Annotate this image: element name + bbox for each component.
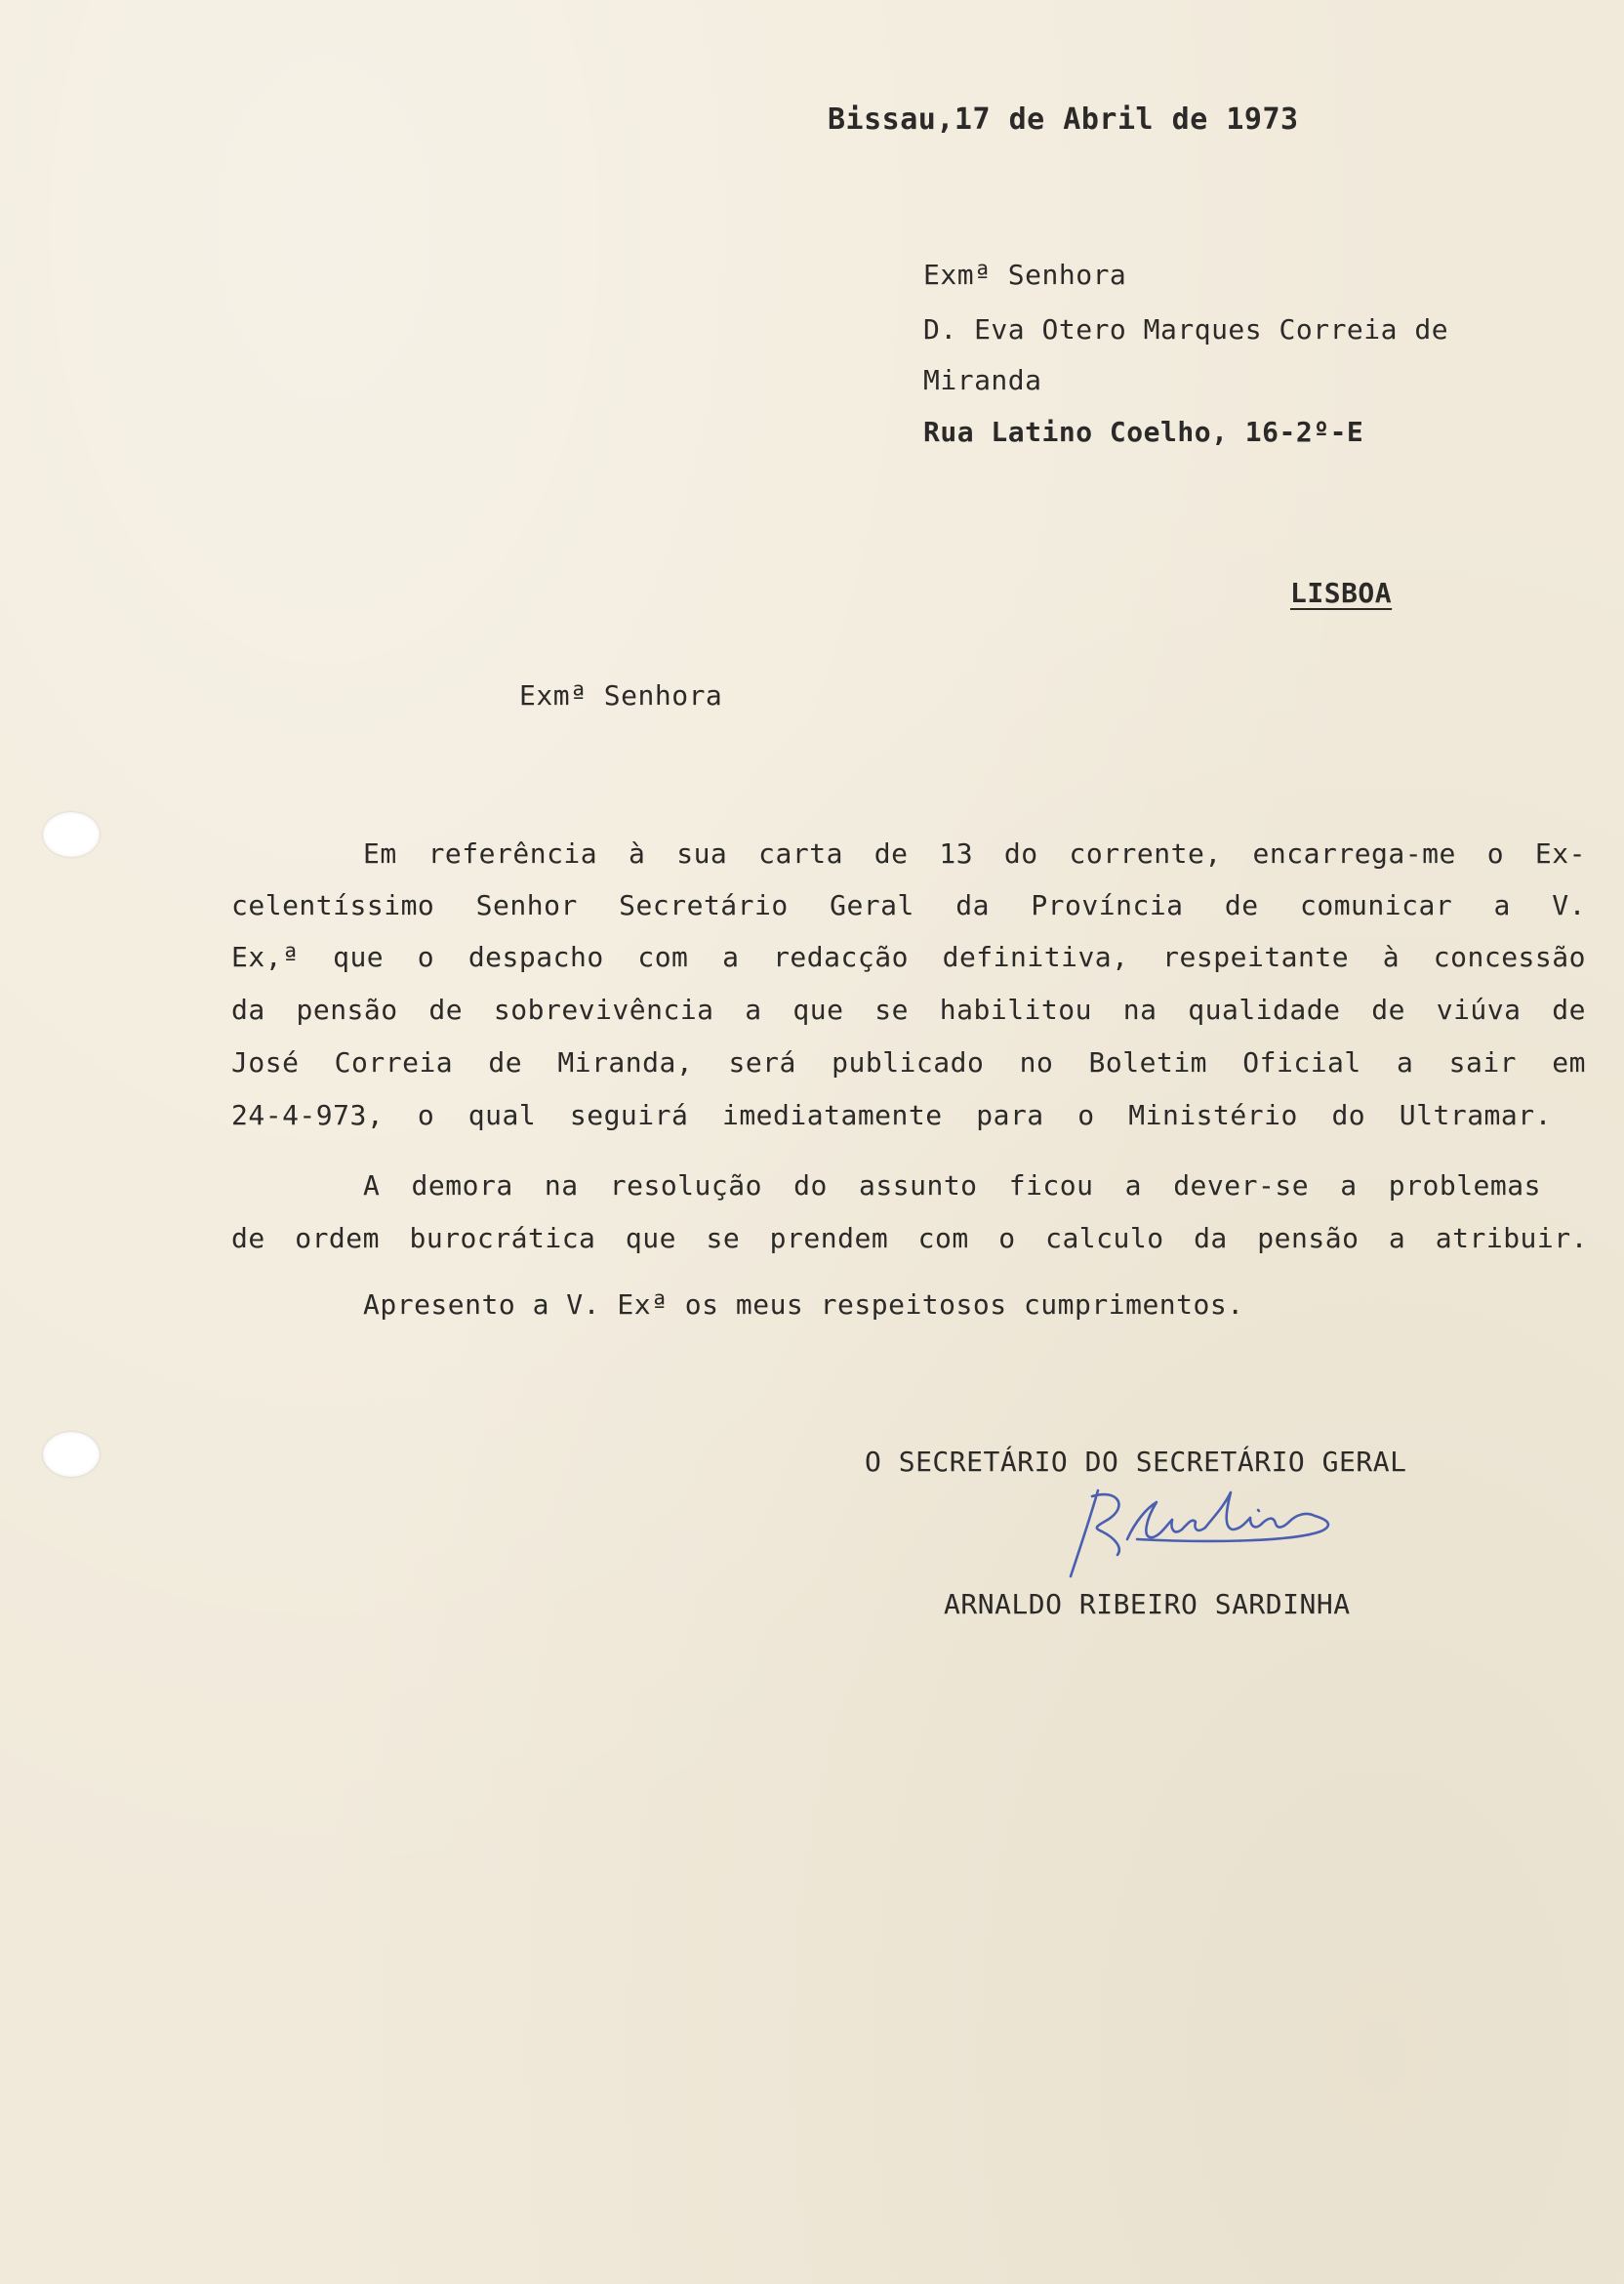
- body-line: da pensão de sobrevivência a que se habilitou na qualidade de viúva de: [231, 994, 1586, 1026]
- recipient-city: LISBOA: [1290, 577, 1393, 609]
- body-line: Ex,ª que o despacho com a redacção definitiva, respeitante à concessão: [231, 941, 1586, 973]
- punch-hole-top: [43, 812, 100, 857]
- body-line: José Correia de Miranda, será publicado no Boletim Oficial a sair em: [231, 1046, 1586, 1079]
- handwritten-signature: [1059, 1479, 1352, 1586]
- closing-line: Apresento a V. Exª os meus respeitosos cumprimentos.: [363, 1288, 1244, 1321]
- body-line: A demora na resolução do assunto ficou a dever-se a problemas: [363, 1169, 1541, 1202]
- body-line: Em referência à sua carta de 13 do corrente, encarrega-me o Ex-: [363, 837, 1586, 870]
- recipient-address: Rua Latino Coelho, 16-2º-E: [923, 416, 1364, 448]
- place-date: Bissau,17 de Abril de 1973: [828, 102, 1299, 137]
- body-line: 24-4-973, o qual seguirá imediatamente para o Ministério do Ultramar.: [231, 1099, 1552, 1131]
- recipient-name-line1: D. Eva Otero Marques Correia de: [923, 313, 1449, 346]
- punch-hole-bottom: [43, 1432, 100, 1477]
- body-line: de ordem burocrática que se prendem com o calculo da pensão a atribuir.: [231, 1222, 1588, 1254]
- signatory-name: ARNALDO RIBEIRO SARDINHA: [944, 1588, 1351, 1620]
- signatory-title: O SECRETÁRIO DO SECRETÁRIO GERAL: [865, 1446, 1407, 1478]
- recipient-salutation: Exmª Senhora: [923, 259, 1127, 291]
- recipient-name-line2: Miranda: [923, 364, 1042, 396]
- body-line: celentíssimo Senhor Secretário Geral da Província de comunicar a V.: [231, 889, 1586, 921]
- greeting: Exmª Senhora: [519, 679, 723, 712]
